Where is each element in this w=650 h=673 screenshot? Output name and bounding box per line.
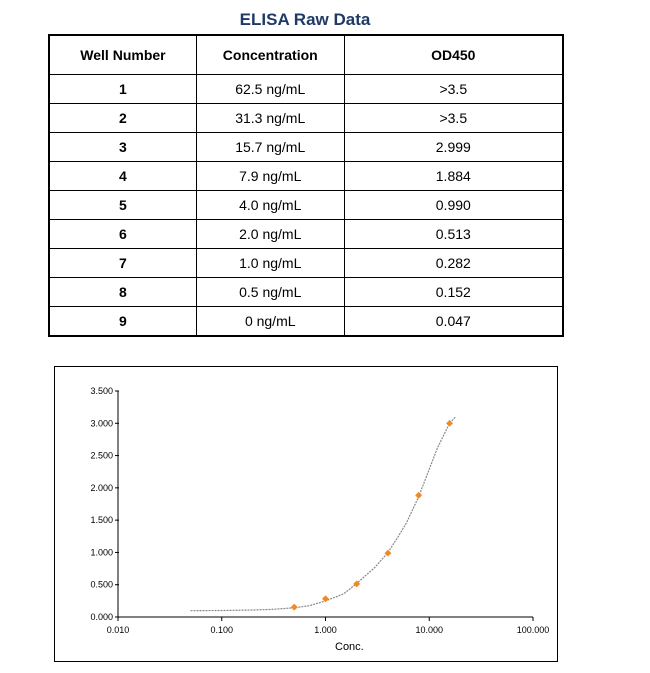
table-row [49,220,563,249]
od450-cell: 1.884 [344,162,563,191]
od450-cell: >3.5 [344,104,563,133]
well-number-cell: 4 [49,162,196,191]
y-tick-label: 0.000 [90,612,113,622]
concentration-cell: 0 ng/mL [196,307,344,337]
well-number-cell: 9 [49,307,196,337]
data-point [415,492,421,498]
header-concentration: Concentration [196,35,344,75]
x-tick-label: 1.000 [314,625,337,635]
well-number-cell: 2 [49,104,196,133]
header-od450: OD450 [344,35,563,75]
y-tick-label: 2.000 [90,482,113,493]
y-tick-label: 2.500 [90,450,113,461]
table-row [49,75,563,104]
concentration-cell: 15.7 ng/mL [196,133,344,162]
well-number-cell: 3 [49,133,196,162]
concentration-cell: 4.0 ng/mL [196,191,344,220]
y-tick-label: 1.500 [90,515,113,526]
table-row [49,278,563,307]
od450-cell: 0.282 [344,249,563,278]
x-tick-label: 0.010 [106,625,130,635]
od450-cell: 0.047 [344,307,563,337]
x-tick-label: 100.000 [516,625,550,635]
concentration-cell: 1.0 ng/mL [196,249,344,278]
concentration-cell: 31.3 ng/mL [196,104,344,133]
chart-frame [54,366,558,662]
data-point [385,550,391,556]
table-header-row [49,35,563,75]
well-number-cell: 6 [49,220,196,249]
y-tick-label: 3.000 [90,418,113,429]
data-point [291,604,297,610]
table-row [49,162,563,191]
table-row [49,249,563,278]
concentration-cell: 62.5 ng/mL [196,75,344,104]
y-tick-label: 0.500 [90,579,113,590]
concentration-cell: 2.0 ng/mL [196,220,344,249]
well-number-cell: 1 [49,75,196,104]
x-tick-label: 0.100 [210,625,234,635]
od450-cell: 0.513 [344,220,563,249]
od450-cell: >3.5 [344,75,563,104]
header-well-number: Well Number [49,35,196,75]
standard-curve-chart [55,367,557,661]
table-row [49,133,563,162]
elisa-data-table [48,34,564,337]
well-number-cell: 5 [49,191,196,220]
well-number-cell: 8 [49,278,196,307]
data-point [446,420,452,426]
fit-curve-line [191,417,456,611]
concentration-cell: 0.5 ng/mL [196,278,344,307]
table-row [49,307,563,337]
x-axis-label: Conc. [335,641,364,653]
well-number-cell: 7 [49,249,196,278]
od450-cell: 2.999 [344,133,563,162]
x-tick-label: 10.000 [415,625,444,635]
y-tick-label: 1.000 [90,547,113,558]
table-row [49,191,563,220]
od450-cell: 0.990 [344,191,563,220]
y-tick-label: 3.500 [90,386,113,396]
concentration-cell: 7.9 ng/mL [196,162,344,191]
od450-cell: 0.152 [344,278,563,307]
page-title: ELISA Raw Data [239,10,371,29]
table-row [49,104,563,133]
